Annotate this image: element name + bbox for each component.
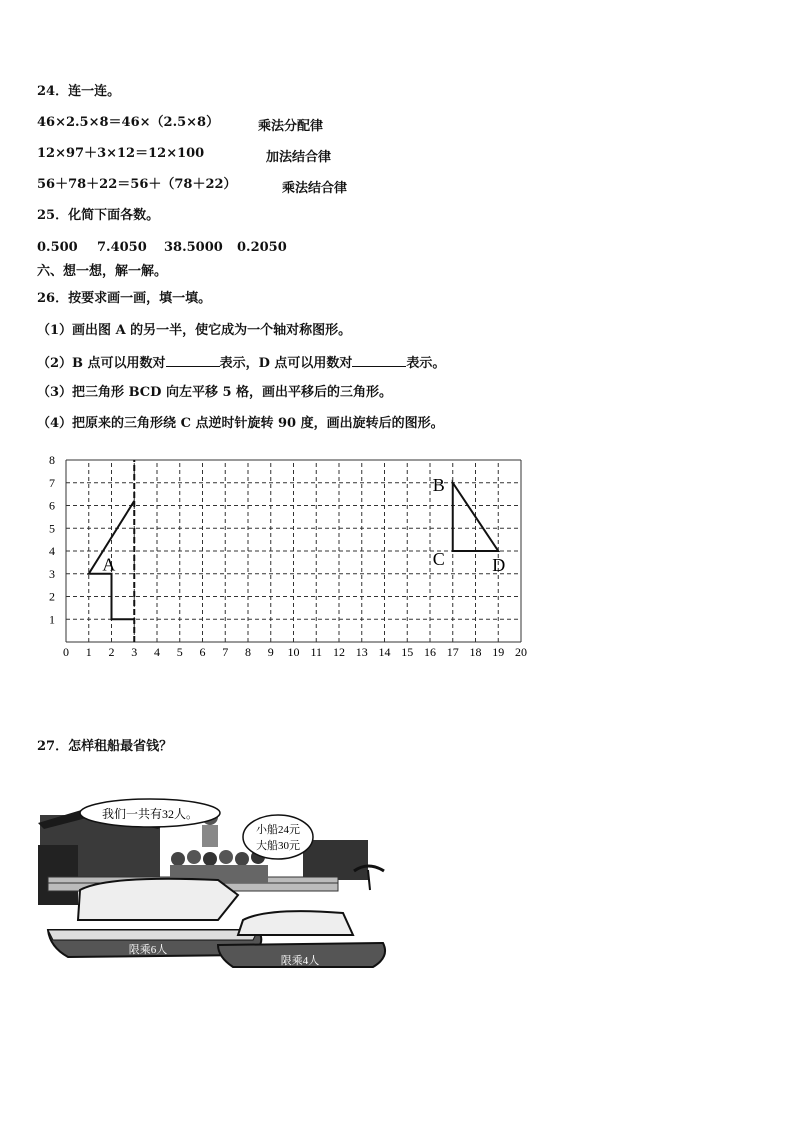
x-tick-label: 15: [401, 645, 414, 659]
y-tick-label: 7: [49, 475, 55, 490]
x-tick-label: 13: [355, 645, 368, 659]
speech-text: 我们一共有32人。: [101, 807, 199, 821]
q24-expr-2: 12×97＋3×12＝12×100: [37, 146, 205, 161]
x-tick-label: 14: [378, 645, 391, 659]
small-boat-label: 限乘4人: [280, 955, 320, 967]
q26-item-3: （3）把三角形 BCD 向左平移 5 格，画出平移后的三角形。: [37, 385, 393, 400]
figure-a-label: A: [102, 554, 116, 575]
x-tick-label: 16: [424, 645, 436, 659]
y-tick-label: 4: [49, 544, 55, 558]
price-bubble: [243, 815, 313, 859]
x-tick-label: 17: [446, 645, 459, 659]
q24-expr-3: 56＋78＋22＝56＋（78＋22）: [37, 177, 237, 192]
q25-number-4: 0.2050: [237, 240, 287, 255]
x-tick-label: 8: [245, 645, 251, 659]
q24-law-1: 乘法分配律: [258, 119, 324, 134]
x-tick-label: 2: [108, 645, 115, 659]
x-tick-label: 12: [333, 645, 345, 659]
q26-item-2-part-c: 表示。: [406, 356, 446, 371]
y-tick-label: 1: [49, 612, 55, 627]
q24-law-3: 乘法结合律: [282, 181, 348, 196]
x-tick-label: 18: [469, 645, 482, 659]
answer-blank-b[interactable]: [166, 354, 220, 367]
q27-title: 27．怎样租船最省钱？: [37, 739, 173, 754]
y-tick-label: 8: [49, 453, 55, 467]
x-tick-label: 11: [310, 645, 323, 659]
q26-item-2-part-b: 表示，D 点可以用数对: [219, 356, 353, 371]
price-large-text: 大船30元: [256, 840, 300, 852]
q24-law-2: 加法结合律: [266, 150, 332, 165]
q25-number-2: 7.4050: [97, 240, 147, 255]
q25-number-3: 38.5000: [164, 240, 223, 255]
q26-item-4: （4）把原来的三角形绕 C 点逆时针旋转 90 度，画出旋转后的图形。: [37, 416, 444, 431]
x-tick-label: 9: [267, 645, 274, 659]
vertex-label-d: D: [492, 555, 506, 575]
q26-item-1: （1）画出图 A 的另一半，使它成为一个轴对称图形。: [37, 323, 352, 338]
q25-number-1: 0.500: [37, 240, 78, 255]
x-tick-label: 4: [154, 645, 160, 659]
big-boat-label: 限乘6人: [128, 944, 168, 956]
y-tick-label: 6: [49, 498, 55, 513]
q26-title: 26．按要求画一画，填一填。: [37, 291, 212, 306]
x-tick-label: 3: [131, 645, 138, 659]
y-tick-label: 2: [49, 589, 55, 604]
x-tick-label: 10: [287, 645, 300, 659]
x-tick-label: 19: [492, 645, 505, 659]
answer-blank-d[interactable]: [352, 354, 406, 367]
trees-right: [303, 840, 368, 880]
x-tick-label: 6: [199, 645, 206, 659]
x-tick-label: 5: [176, 645, 183, 659]
coordinate-grid: [30, 448, 540, 660]
q26-item-2-part-a: （2）B 点可以用数对: [37, 356, 166, 371]
q24-title: 24．连一连。: [37, 84, 121, 99]
price-small-text: 小船24元: [256, 824, 300, 836]
y-tick-label: 5: [49, 521, 55, 536]
section6-title: 六、想一想，解一解。: [37, 264, 168, 279]
vertex-label-b: B: [432, 474, 445, 495]
x-tick-label: 7: [222, 645, 229, 659]
q26-item-2: [37, 354, 445, 372]
boat-rental-illustration: [38, 795, 398, 970]
trees-left: [38, 845, 78, 905]
vertex-label-c: C: [432, 549, 445, 569]
x-tick-label: 0: [63, 645, 69, 659]
y-tick-label: 3: [49, 566, 55, 581]
x-tick-label: 1: [85, 645, 92, 659]
x-tick-label: 20: [515, 645, 527, 659]
q25-title: 25．化简下面各数。: [37, 208, 160, 223]
q24-expr-1: 46×2.5×8＝46×（2.5×8）: [37, 115, 220, 130]
